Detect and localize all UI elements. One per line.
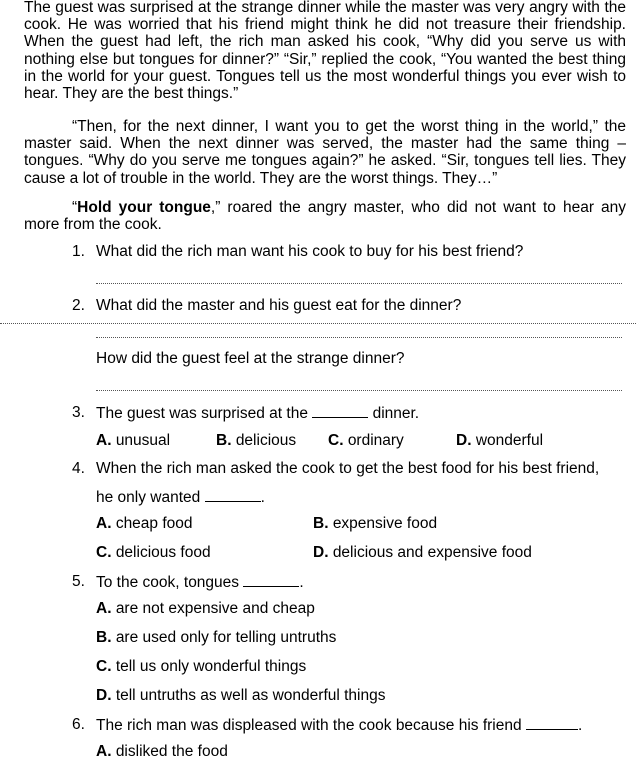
q3-option-b[interactable]: B. delicious [216, 432, 297, 449]
story-paragraph-3-rest: ,” roared the angry master, who did not want to hear any more from the cook. [24, 199, 626, 234]
q3-option-d[interactable]: D. wonderful [456, 432, 544, 449]
q5-option-a[interactable]: A. are not expensive and cheap [96, 600, 315, 617]
q5-option-d[interactable]: D. tell untruths as well as wonderful things [96, 687, 386, 704]
answer-line-1[interactable] [96, 283, 622, 284]
section-separator [0, 323, 636, 324]
q3-option-c[interactable]: C. ordinary [328, 432, 404, 449]
question-text: To the cook, tongues . [96, 574, 304, 591]
question-number: 5. [72, 573, 85, 590]
question-number: 3. [72, 404, 85, 421]
question-text: What did the master and his guest eat for the dinner? [96, 297, 462, 314]
question-text: How did the guest feel at the strange dinner? [96, 350, 405, 367]
q3-option-a[interactable]: A. unusual [96, 432, 171, 449]
answer-line-2b[interactable] [96, 390, 622, 391]
fill-blank[interactable] [526, 716, 578, 730]
question-text: The rich man was displeased with the cook because his friend . [96, 717, 583, 734]
q4-option-a[interactable]: A. cheap food [96, 515, 193, 532]
fill-blank[interactable] [243, 573, 299, 587]
q4-option-b[interactable]: B. expensive food [313, 515, 438, 532]
question-number: 4. [72, 460, 85, 477]
question-text: The guest was surprised at the dinner. [96, 405, 420, 422]
question-number: 1. [72, 243, 85, 260]
question-text: When the rich man asked the cook to get the best food for his best friend, [96, 460, 600, 477]
fill-blank[interactable] [312, 404, 368, 418]
story-paragraph-1: The guest was surprised at the strange dinner while the master was very angry with the cook. He was worried that his friend might think he did not treasure their friendship. When the guest had left, the rich man asked his cook, “Why did you serve us with nothing else but tongues for dinner?” “Sir,” replied the cook, “You wanted the best thing in the world for your guest. Tongues tell us the most wonderful things you ever wish to hear. They are the best things.” [24, 0, 626, 103]
q5-option-b[interactable]: B. are used only for telling untruths [96, 629, 337, 646]
question-text: What did the rich man want his cook to buy for his best friend? [96, 243, 524, 260]
answer-line-2[interactable] [96, 337, 622, 338]
hold-your-tongue-bold: Hold your tongue [77, 199, 211, 216]
question-number: 2. [72, 297, 85, 314]
q4-option-c[interactable]: C. delicious food [96, 544, 211, 561]
q4-option-d[interactable]: D. delicious and expensive food [313, 544, 532, 561]
question-text: he only wanted . [96, 489, 265, 506]
question-number: 6. [72, 716, 85, 733]
story-paragraph-3 [24, 199, 626, 233]
q5-option-c[interactable]: C. tell us only wonderful things [96, 658, 307, 675]
quote-open: “ [72, 199, 78, 216]
q6-option-a[interactable]: A. disliked the food [96, 743, 228, 760]
fill-blank[interactable] [205, 488, 261, 502]
story-paragraph-2: “Then, for the next dinner, I want you to get the worst thing in the world,” the master said. When the next dinner was served, the master had the same thing – tongues. “Why do you serve me tongues again?” he asked. “Sir, tongues tell lies. They cause a lot of trouble in the world. They are the worst things. They…” [24, 118, 626, 187]
